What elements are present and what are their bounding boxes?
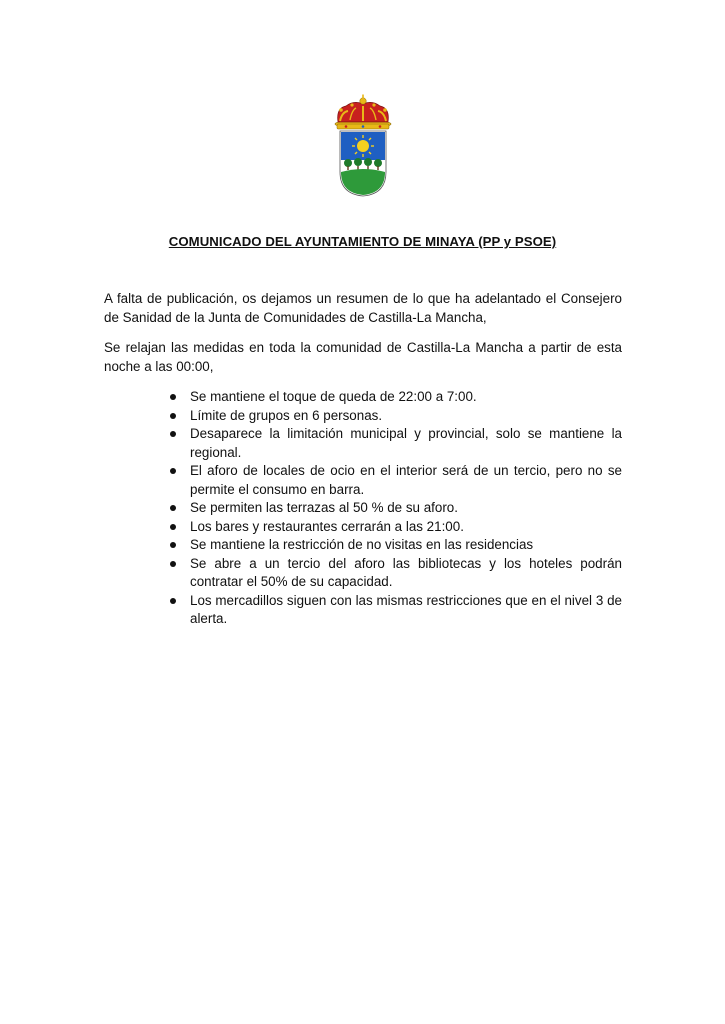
measures-paragraph: Se relajan las medidas en toda la comunidad de Castilla-La Mancha a partir de esta noche a las 00:00, [104,340,622,374]
list-item [165,555,622,592]
list-item [165,388,622,407]
bullet-icon [170,413,176,419]
coat-of-arms-icon [328,94,398,198]
bullet-icon [170,468,176,474]
intro-paragraph: A falta de publicación, os dejamos un resumen de lo que ha adelantado el Consejero de Sanidad de la Junta de Comunidades de Castilla-La Mancha, [104,291,622,325]
list-item-text: Los bares y restaurantes cerrarán a las 21:00. [190,518,464,534]
list-item-text: Límite de grupos en 6 personas. [190,407,383,423]
list-item-text: Se mantiene el toque de queda de 22:00 a 7:00. [190,389,477,404]
shield-icon [340,131,386,196]
bullet-icon [170,394,176,400]
bullet-icon [170,524,176,530]
list-item [165,425,622,462]
list-item [165,499,622,518]
list-item-text: Se mantiene la restricción de no visitas en las residencias [190,537,534,552]
list-item-text: Desaparece la limitación municipal y provincial, solo se mantiene la regional. [190,426,622,460]
document-title: COMUNICADO DEL AYUNTAMIENTO DE MINAYA (PP y PSOE) [168,234,557,249]
list-item-text: Se permiten las terrazas al 50 % de su aforo. [190,500,458,515]
bullet-icon [170,561,176,567]
list-item-text: Se abre a un tercio del aforo las bibliotecas y los hoteles podrán contratar el 50% de su capacidad. [190,555,622,589]
crown-icon [335,95,391,130]
list-item [165,407,622,426]
bullet-icon [170,542,176,548]
list-item [165,536,622,555]
bullet-icon [170,505,176,511]
list-item-text: Los mercadillos siguen con las mismas restricciones que en el nivel 3 de alerta. [190,592,622,626]
list-item [165,518,622,537]
list-item-text: El aforo de locales de ocio en el interior será de un tercio, pero no se permite el consumo en barra. [190,463,622,497]
list-item [165,592,622,629]
bullet-icon [170,431,176,437]
bullet-icon [170,598,176,604]
list-item [165,462,622,499]
measures-list [165,388,622,629]
